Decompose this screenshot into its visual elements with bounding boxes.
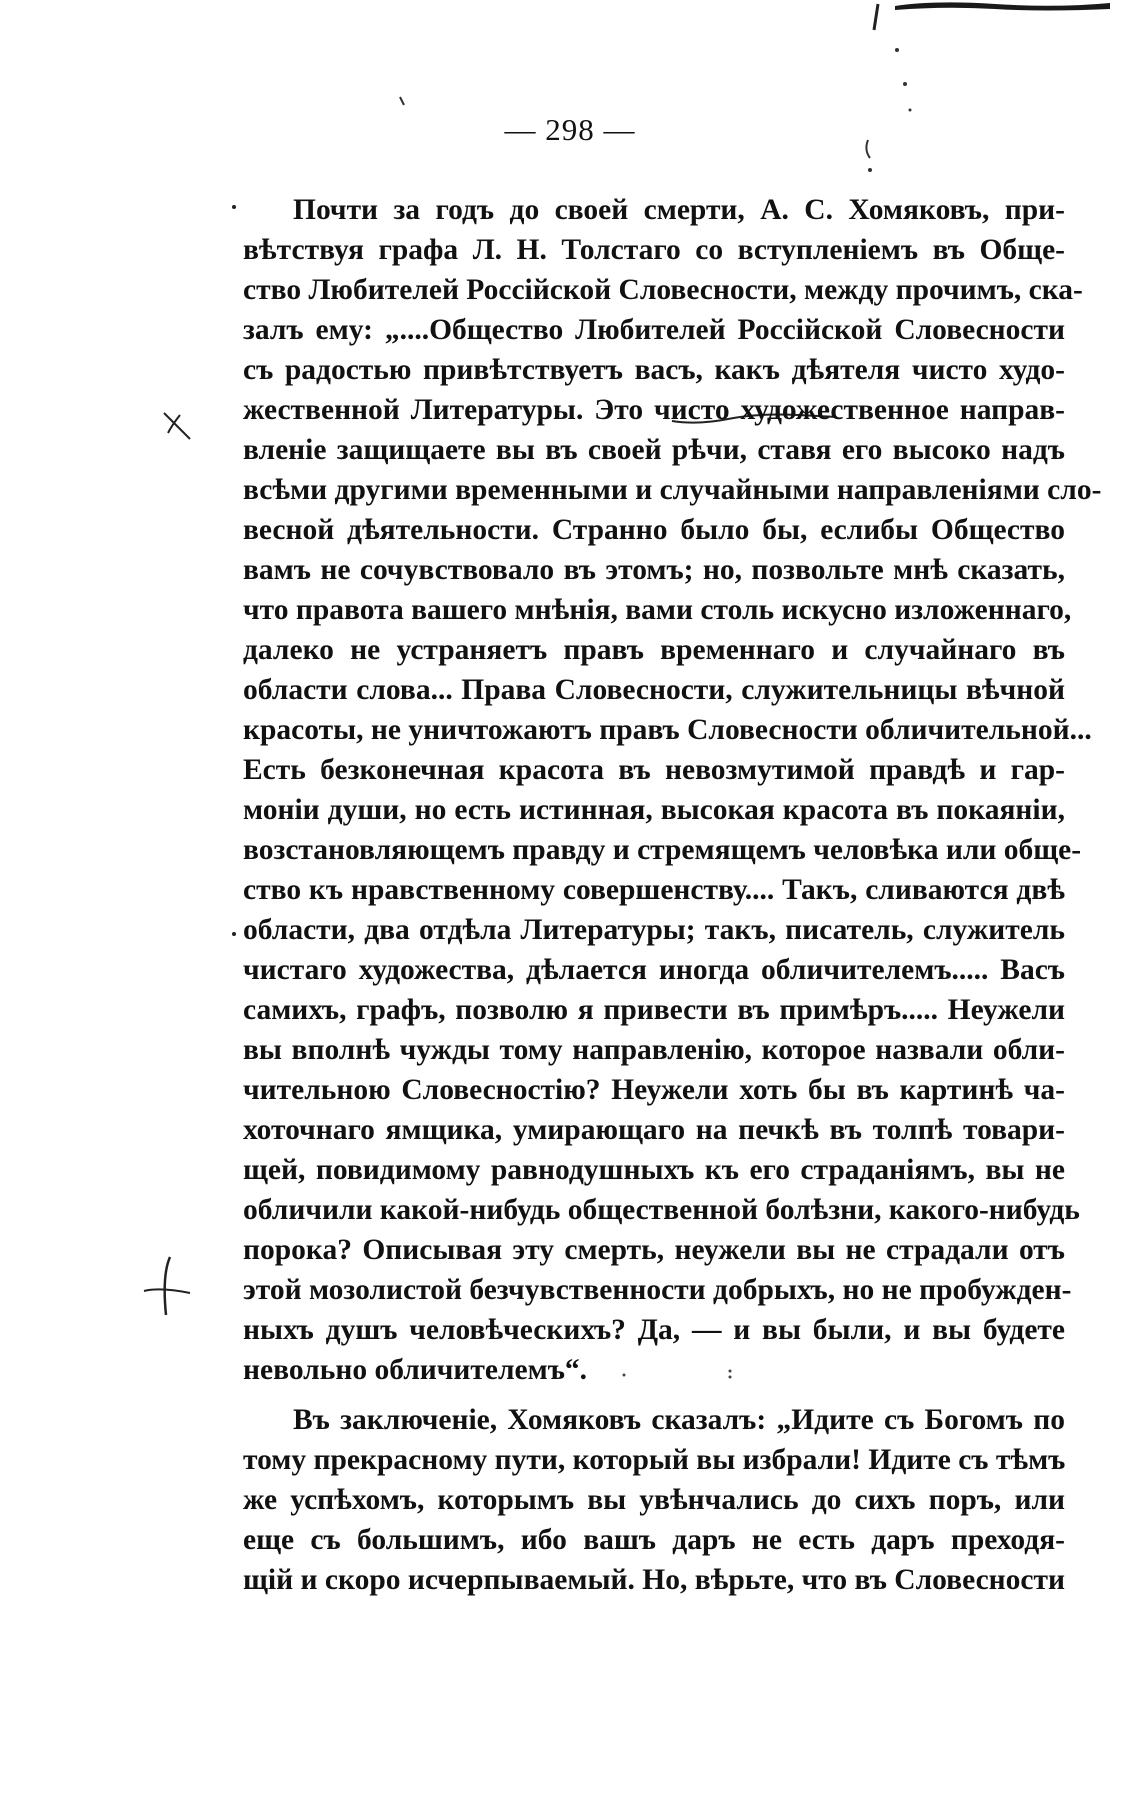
text-line: же успѣхомъ, которымъ вы увѣнчались до сихъ поръ, или [243, 1484, 1065, 1516]
text-line: далеко не устраняетъ правъ временнаго и случайнаго въ [243, 634, 1065, 666]
text-line: залъ ему: „....Общество Любителей Россійской Словесности [243, 314, 1065, 346]
text-line: щій и скоро исчерпываемый. Но, вѣрьте, что въ Словесности [243, 1564, 1065, 1596]
text-line: порока? Описывая эту смерть, неужели вы не страдали отъ [243, 1234, 1065, 1266]
text-line: вленіе защищаете вы въ своей рѣчи, ставя его высоко надъ [243, 434, 1065, 466]
text-line: невольно обличителемъ“. [243, 1354, 588, 1386]
paragraph [243, 1400, 1065, 1600]
text-line: вѣтствуя графа Л. Н. Толстаго со вступленіемъ въ Обще- [243, 234, 1065, 266]
text-line: съ радостью привѣтствуетъ васъ, какъ дѣятеля чисто худо- [243, 354, 1065, 386]
text-line: возстановляющемъ правду и стремящемъ человѣка или обще- [243, 834, 1082, 866]
text-line: области, два отдѣла Литературы; такъ, писатель, служитель [243, 914, 1065, 946]
margin-x-mark [160, 405, 200, 445]
text-line: Есть безконечная красота въ невозмутимой правдѣ и гар- [243, 754, 1065, 786]
text-line: весной дѣятельности. Странно было бы, еслибы Общество [243, 514, 1065, 546]
text-line: тому прекрасному пути, который вы избрали! Идите съ тѣмъ [243, 1444, 1066, 1476]
scan-border-artifact [895, 0, 1110, 14]
text-line: щей, повидимому равнодушныхъ къ его страданіямъ, вы не [243, 1154, 1065, 1186]
scan-edge-marks [860, 0, 980, 180]
margin-dot [232, 205, 236, 209]
text-line: ство къ нравственному совершенству.... Такъ, сливаются двѣ [243, 874, 1065, 906]
text-line: вы вполнѣ чужды тому направленію, которое назвали обли- [243, 1034, 1065, 1066]
text-line: этой мозолистой безчувственности добрыхъ, но не пробужден- [243, 1274, 1072, 1306]
text-line: вамъ не сочувствовало въ этомъ; но, позвольте мнѣ сказать, [243, 554, 1065, 586]
text-line: жественной Литературы. Это чисто художественное направ- [243, 394, 1065, 426]
text-line: всѣми другими временными и случайными направленіями сло- [243, 474, 1102, 506]
text-line: самихъ, графъ, позволю я привести въ примѣръ..... Неужели [243, 994, 1065, 1026]
speck-mark [398, 95, 408, 109]
text-line: чительною Словесностію? Неужели хоть бы въ картинѣ ча- [243, 1074, 1065, 1106]
text-line: хоточнаго ямщика, умирающаго на печкѣ въ толпѣ товари- [243, 1114, 1065, 1146]
text-line: ныхъ душъ человѣческихъ? Да, — и вы были, и вы будете [243, 1314, 1065, 1346]
margin-plus-mark [140, 1255, 200, 1325]
text-line: что правота вашего мнѣнія, вами столь искусно изложеннаго, [243, 594, 1072, 626]
text-line: области слова... Права Словесности, служительницы вѣчной [243, 674, 1065, 706]
text-line: еще съ большимъ, ибо вашъ даръ не есть даръ преходя- [243, 1524, 1065, 1556]
paragraph [243, 190, 1102, 1390]
text-line: Въ заключеніе, Хомяковъ сказалъ: „Идите съ Богомъ по [293, 1404, 1065, 1436]
margin-dot [232, 932, 236, 936]
text-line: красоты, не уничтожаютъ правъ Словесности обличительной... [243, 714, 1092, 746]
text-line: Почти за годъ до своей смерти, А. С. Хомяковъ, при- [293, 194, 1065, 226]
text-line: обличили какой-нибудь общественной болѣзни, какого-нибудь [243, 1194, 1080, 1226]
text-line: ство Любителей Россійской Словесности, между прочимъ, ска- [243, 274, 1083, 306]
body-text [243, 190, 1102, 1600]
text-line: чистаго художества, дѣлается иногда обличителемъ..... Васъ [243, 954, 1065, 986]
text-line: моніи души, но есть истинная, высокая красота въ покаяніи, [243, 794, 1065, 826]
page-number: — 298 — [504, 112, 636, 147]
